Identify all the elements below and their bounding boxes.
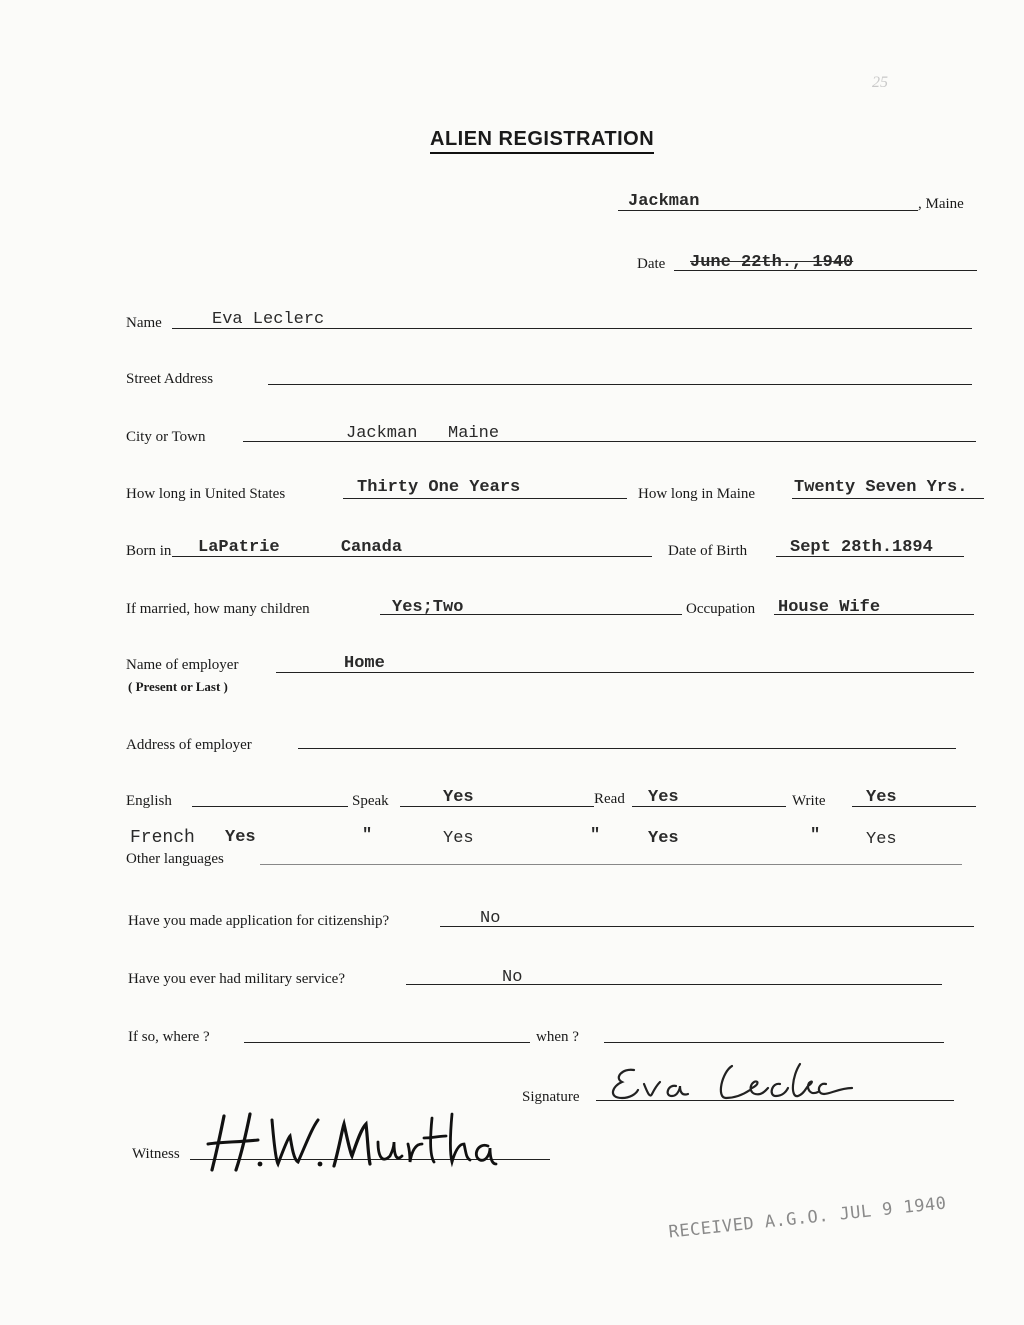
read-label: Read [594, 791, 625, 807]
citizenship-value[interactable]: No [480, 909, 501, 928]
employer-address-line [298, 748, 956, 749]
street-address-label: Street Address [126, 371, 214, 387]
occupation-value[interactable]: House Wife [778, 598, 881, 617]
town-value[interactable]: Jackman [628, 192, 700, 211]
employer-address-label: Address of employer [126, 737, 252, 753]
city-label: City or Town [126, 429, 206, 445]
date-value[interactable]: June 22th., 1940 [690, 253, 854, 272]
signature-label: Signature [522, 1089, 580, 1105]
write-label: Write [792, 793, 826, 809]
how-long-us-label: How long in United States [126, 486, 286, 502]
french-speak-value[interactable]: Yes [443, 829, 474, 848]
employer-sublabel: ( Present or Last ) [128, 679, 228, 694]
how-long-maine-value[interactable]: Twenty Seven Yrs. [794, 478, 968, 497]
where-label: If so, where ? [128, 1029, 210, 1045]
french-label: French [130, 828, 195, 848]
corner-page-mark: 25 [872, 74, 888, 91]
when-label: when ? [536, 1029, 579, 1045]
employer-label: Name of employer [126, 657, 239, 673]
name-label: Name [126, 315, 162, 331]
military-value[interactable]: No [502, 968, 523, 987]
english-speak-value[interactable]: Yes [443, 788, 474, 807]
french-read-value[interactable]: Yes [648, 829, 679, 848]
speak-line [400, 806, 594, 807]
citizenship-line [440, 926, 974, 927]
french-ditto-1: " [362, 826, 373, 845]
military-label: Have you ever had military service? [128, 971, 345, 987]
city-value[interactable]: Jackman Maine [346, 424, 500, 443]
form-title: ALIEN REGISTRATION [430, 128, 654, 154]
military-line [406, 984, 942, 985]
how-long-maine-label: How long in Maine [638, 486, 756, 502]
witness-handwriting [202, 1108, 502, 1178]
english-line [192, 806, 348, 807]
english-read-value[interactable]: Yes [648, 788, 679, 807]
french-value[interactable]: Yes [225, 828, 256, 847]
french-ditto-3: " [810, 826, 821, 845]
where-line [244, 1042, 530, 1043]
other-languages-line [260, 864, 962, 865]
how-long-maine-line [792, 498, 984, 499]
speak-label: Speak [352, 793, 389, 809]
name-value[interactable]: Eva Leclerc [212, 310, 325, 329]
children-value[interactable]: Yes;Two [392, 598, 464, 617]
when-line [604, 1042, 944, 1043]
other-languages-label: Other languages [126, 851, 224, 867]
date-label: Date [637, 256, 666, 272]
citizenship-label: Have you made application for citizenship? [128, 913, 390, 929]
street-address-line [268, 384, 972, 385]
witness-label: Witness [132, 1146, 180, 1162]
born-in-value[interactable]: LaPatrie Canada [198, 538, 403, 557]
born-in-label: Born in [126, 543, 172, 559]
english-label: English [126, 793, 172, 809]
date-of-birth-label: Date of Birth [668, 543, 748, 559]
occupation-label: Occupation [686, 601, 756, 617]
state-label: , Maine [918, 196, 964, 212]
received-stamp: RECEIVED A.G.O. JUL 9 1940 [667, 1193, 948, 1243]
how-long-us-value[interactable]: Thirty One Years [357, 478, 521, 497]
date-of-birth-value[interactable]: Sept 28th.1894 [790, 538, 933, 557]
how-long-us-line [343, 498, 627, 499]
french-ditto-2: " [590, 826, 601, 845]
employer-value[interactable]: Home [344, 654, 385, 673]
french-write-value[interactable]: Yes [866, 830, 897, 849]
english-write-value[interactable]: Yes [866, 788, 897, 807]
signature-handwriting [604, 1058, 864, 1108]
children-label: If married, how many children [126, 601, 310, 617]
